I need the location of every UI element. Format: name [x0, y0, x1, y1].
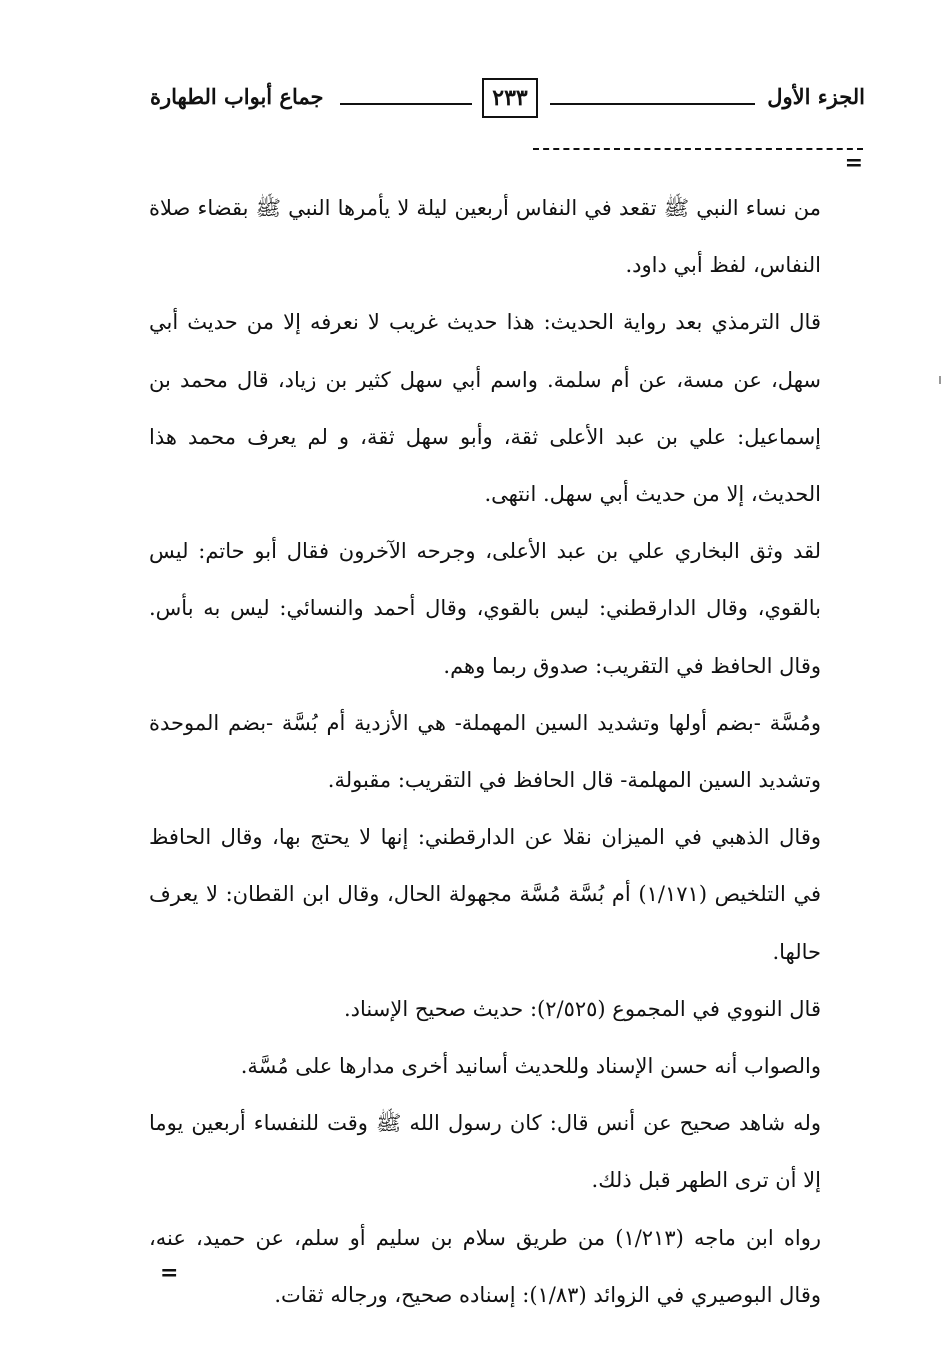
continuation-mark-bottom: = [160, 1260, 179, 1286]
paragraph-5: وقال الذهبي في الميزان نقلا عن الدارقطني: إنها لا يحتج بها، وقال الحافظ في التلخيص (١/١٧١) أم بُسَّة مُسَّة مجهولة الحال، وقال ابن القطان: لا يعرف حالها. [149, 825, 821, 964]
paragraph-9: رواه ابن ماجه (١/٢١٣) من طريق سلام بن سليم أو سلم، عن حميد، عنه، وقال البوصيري في الزوائد (١/٨٣): إسناده صحيح، ورجاله ثقات. [149, 1225, 821, 1307]
paragraph-7: والصواب أنه حسن الإسناد وللحديث أسانيد أخرى مدارها على مُسَّة. [240, 1054, 821, 1079]
paragraph-1: من نساء النبي ﷺ تقعد في النفاس أربعين ليلة لا يأمرها النبي ﷺ بقضاء صلاة النفاس، لفظ أبي داود. [149, 196, 821, 278]
paragraph-3: لقد وثق البخاري علي بن عبد الأعلى، وجرحه الآخرون فقال أبو حاتم: ليس بالقوي، وقال الدارقطني: ليس بالقوي، وقال أحمد والنسائي: ليس به بأس. وقال الحافظ في التقريب: صدوق ربما وهم. [149, 539, 821, 678]
running-header [150, 78, 865, 124]
paragraph-8: وله شاهد صحيح عن أنس قال: كان رسول الله ﷺ وقت للنفساء أربعين يوما إلا أن ترى الطهر قبل ذلك. [149, 1111, 821, 1193]
page-number: ٢٣٣ [482, 78, 538, 118]
paragraph-4: ومُسَّة -بضم أولها وتشديد السين المهملة- هي الأزدية أم بُسَّة -بضم الموحدة وتشديد السين المهلمة- قال الحافظ في التقريب: مقبولة. [149, 710, 821, 793]
body-text [149, 180, 821, 1324]
paragraph-2: قال الترمذي بعد رواية الحديث: هذا حديث غريب لا نعرفه إلا من حديث أبي سهل، عن مسة، عن أم سلمة. واسم أبي سهل كثير بن زياد، قال محمد بن إسماعيل: علي بن عبد الأعلى ثقة، وأبو سهل ثقة، و لم يعرف محمد هذا الحديث، إلا من حديث أبي سهل. انتهى. [149, 310, 821, 507]
header-divider [533, 148, 863, 150]
header-section-title: جماع أبواب الطهارة [150, 84, 324, 109]
header-part-label: الجزء الأول [767, 84, 865, 109]
header-rule-left [340, 103, 472, 105]
paragraph-6: قال النووي في المجموع (٢/٥٢٥): حديث صحيح الإسناد. [344, 996, 821, 1021]
scan-edge-mark [939, 376, 941, 384]
header-rule-right [550, 103, 755, 105]
continuation-mark-top: = [844, 150, 863, 176]
